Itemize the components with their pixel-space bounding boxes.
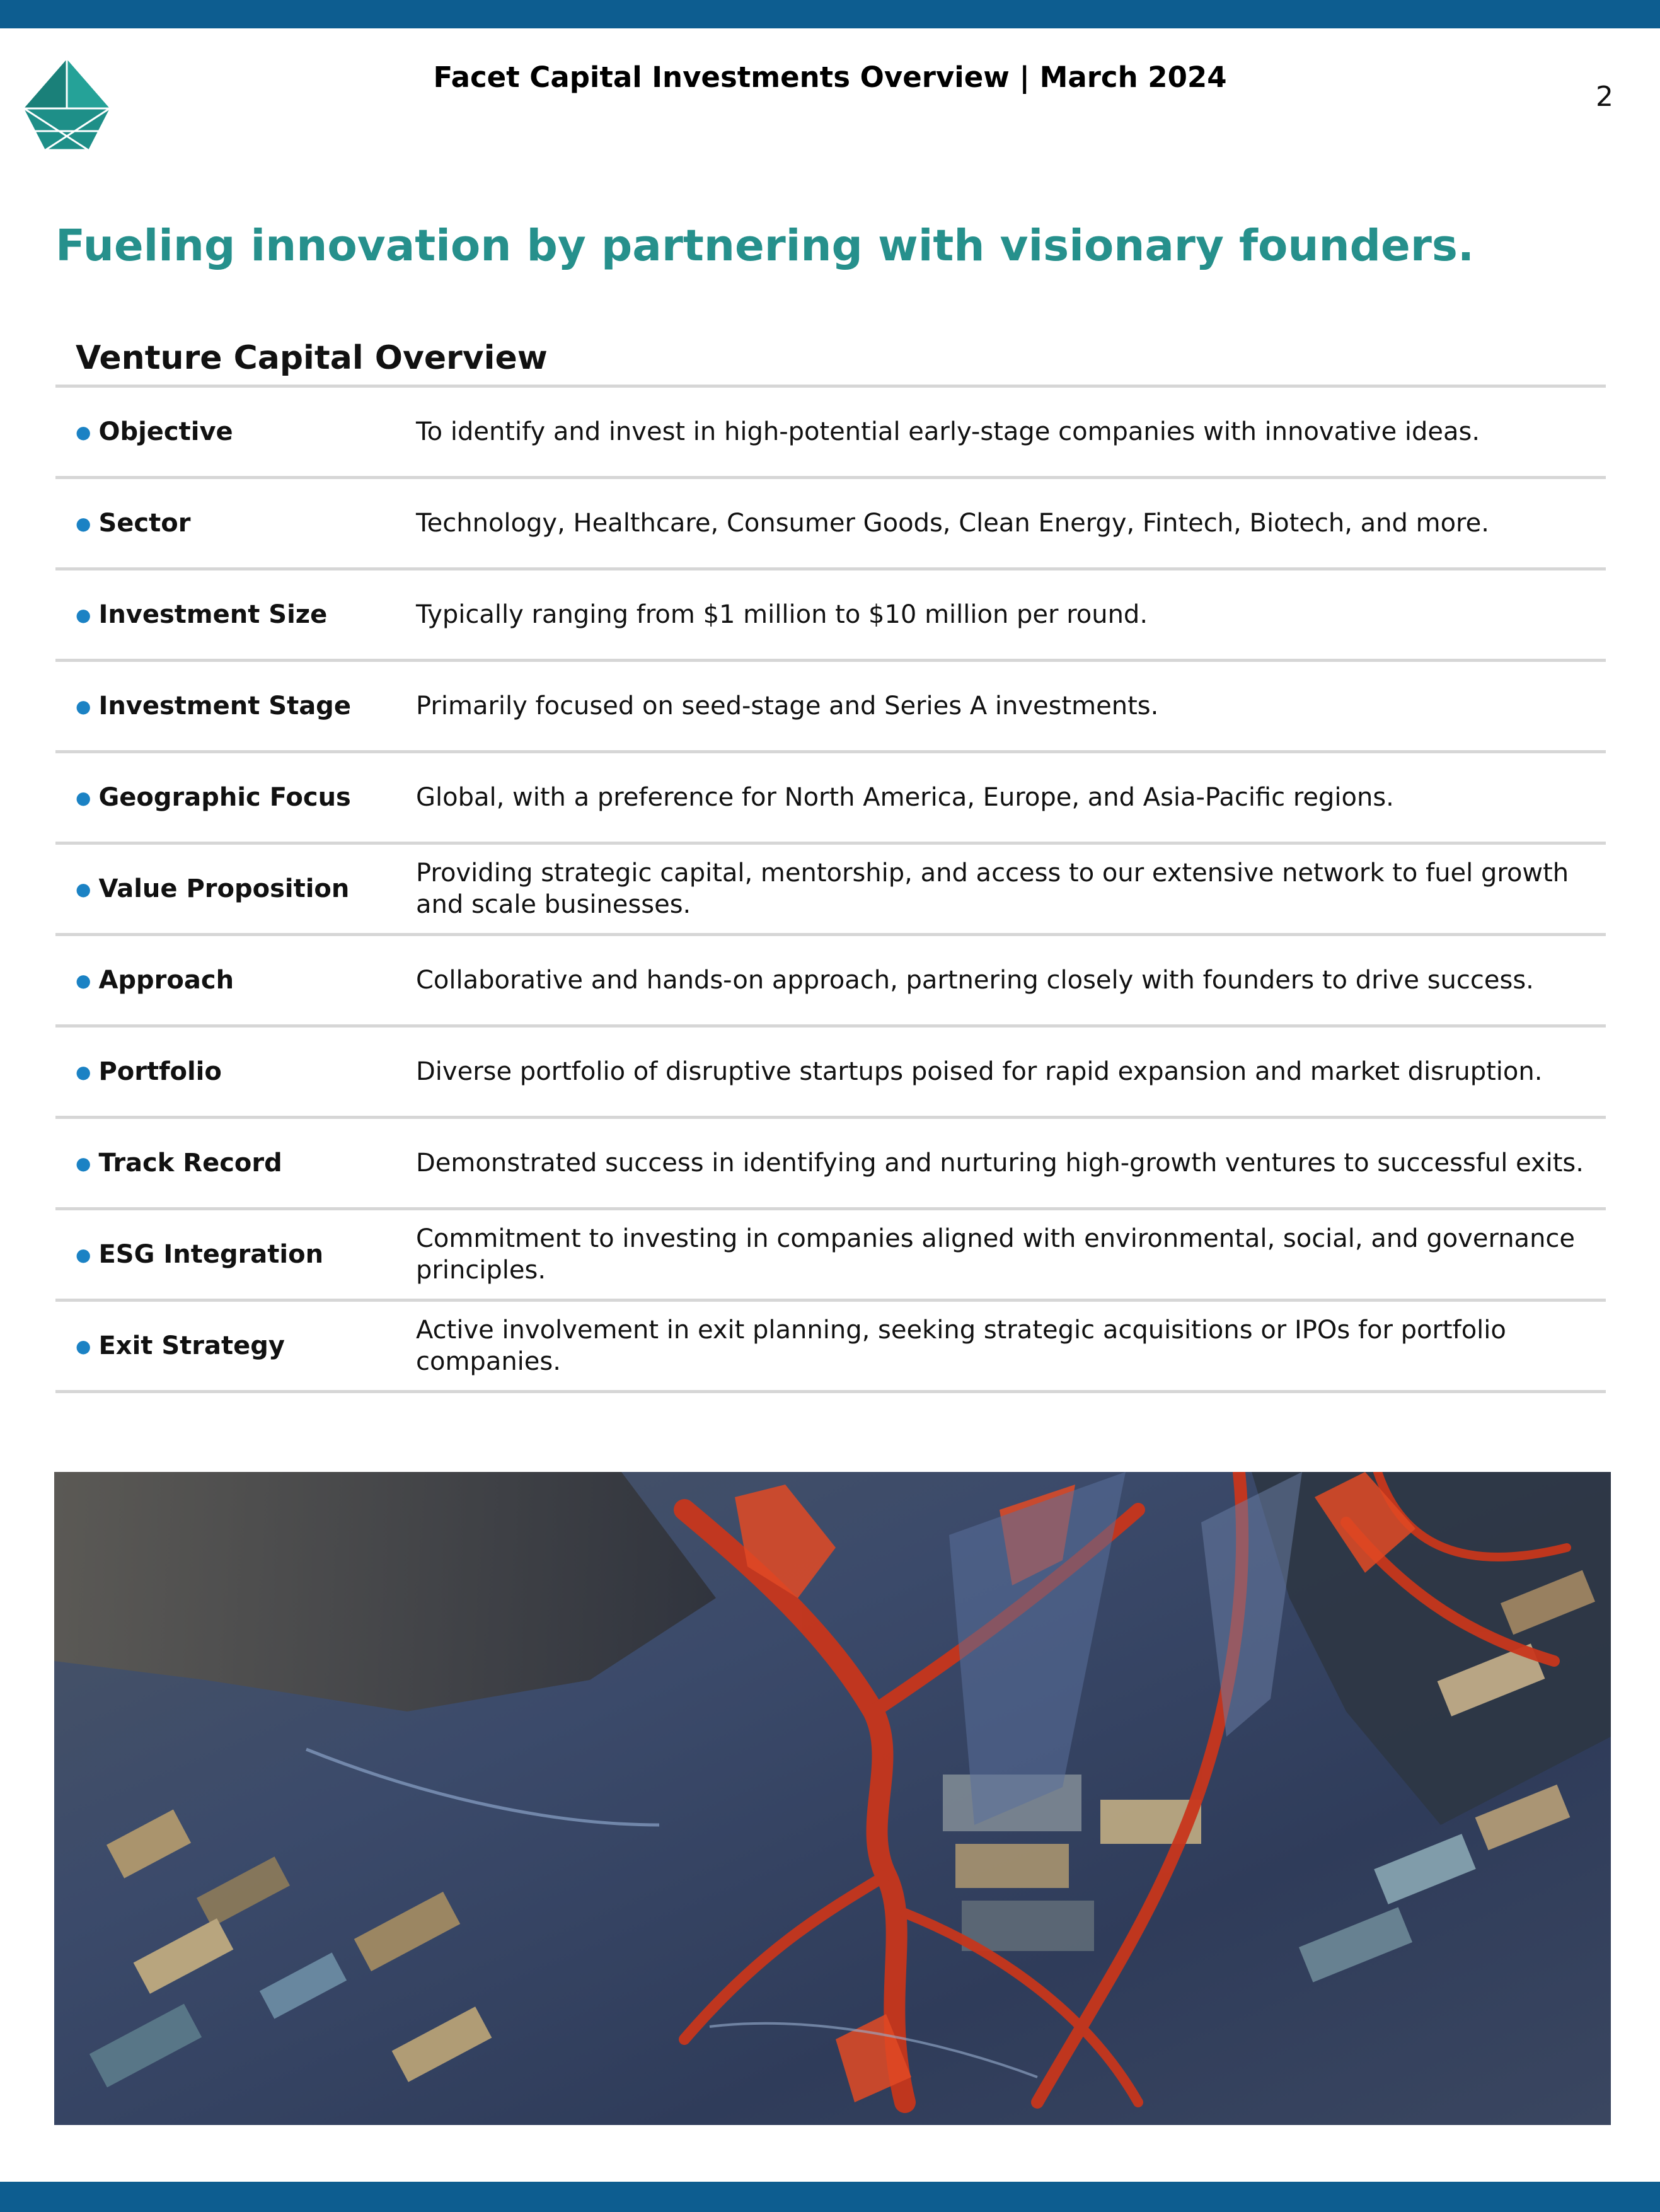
bullet-dot-icon: ● (76, 1061, 91, 1082)
aerial-landscape-photo (54, 1472, 1611, 2125)
overview-table-title: Venture Capital Overview (76, 339, 548, 377)
row-label: Investment Stage (98, 692, 351, 721)
row-label-cell (55, 692, 416, 721)
row-description: Active involvement in exit planning, seeking strategic acquisitions or IPOs for portfolio companies. (416, 1316, 1506, 1376)
bullet-dot-icon: ● (76, 512, 91, 534)
row-description: Commitment to investing in companies aligned with environmental, social, and governance principles. (416, 1224, 1576, 1285)
top-brand-bar (0, 0, 1660, 28)
overview-table (55, 388, 1606, 1393)
row-label: Exit Strategy (98, 1331, 285, 1360)
bottom-brand-bar (0, 2182, 1660, 2212)
bullet-dot-icon: ● (76, 787, 91, 808)
row-description: Global, with a preference for North America, Europe, and Asia-Pacific regions. (416, 783, 1394, 812)
row-label-cell (55, 1057, 416, 1086)
row-label: Investment Size (98, 600, 328, 629)
row-label-cell (55, 417, 416, 446)
table-row (55, 1119, 1606, 1210)
row-label-cell (55, 966, 416, 995)
row-label: Objective (98, 417, 233, 446)
table-row (55, 1028, 1606, 1119)
row-description: Demonstrated success in identifying and nurturing high-growth ventures to successful exits. (416, 1149, 1584, 1178)
table-row (55, 1210, 1606, 1302)
table-row (55, 570, 1606, 662)
table-row (55, 753, 1606, 845)
table-row (55, 479, 1606, 570)
row-label: ESG Integration (98, 1240, 324, 1269)
row-label-cell (55, 509, 416, 538)
bullet-dot-icon: ● (76, 421, 91, 443)
bullet-dot-icon: ● (76, 1335, 91, 1357)
table-row (55, 1302, 1606, 1393)
row-label: Track Record (98, 1149, 282, 1178)
bullet-dot-icon: ● (76, 695, 91, 717)
row-label-cell (55, 1149, 416, 1178)
row-label: Sector (98, 509, 191, 538)
row-label-cell (55, 783, 416, 812)
page-headline: Fueling innovation by partnering with visionary founders. (55, 221, 1475, 271)
row-description: Typically ranging from $1 million to $10 million per round. (416, 600, 1148, 629)
table-row (55, 388, 1606, 479)
row-description: Technology, Healthcare, Consumer Goods, Clean Energy, Fintech, Biotech, and more. (416, 509, 1489, 538)
table-row (55, 845, 1606, 936)
row-label: Value Proposition (98, 874, 350, 903)
row-description: Primarily focused on seed-stage and Series A investments. (416, 692, 1159, 721)
row-label: Approach (98, 966, 234, 995)
page-number: 2 (1596, 81, 1613, 113)
bullet-dot-icon: ● (76, 1152, 91, 1174)
table-row (55, 936, 1606, 1028)
table-row (55, 662, 1606, 753)
row-description: To identify and invest in high-potential early-stage companies with innovative ideas. (416, 417, 1480, 446)
row-description: Diverse portfolio of disruptive startups poised for rapid expansion and market disruption. (416, 1057, 1543, 1086)
row-label: Portfolio (98, 1057, 222, 1086)
row-label-cell (55, 600, 416, 629)
document-header-title: Facet Capital Investments Overview | March 2024 (433, 61, 1227, 94)
row-label-cell (55, 874, 416, 903)
bullet-dot-icon: ● (76, 878, 91, 900)
row-description: Providing strategic capital, mentorship, and access to our extensive network to fuel growth and scale businesses. (416, 859, 1569, 919)
row-label-cell (55, 1331, 416, 1360)
bullet-dot-icon: ● (76, 604, 91, 625)
bullet-dot-icon: ● (76, 1244, 91, 1265)
bullet-dot-icon: ● (76, 970, 91, 991)
row-description: Collaborative and hands-on approach, partnering closely with founders to drive success. (416, 966, 1534, 995)
row-label-cell (55, 1240, 416, 1269)
row-label: Geographic Focus (98, 783, 351, 812)
